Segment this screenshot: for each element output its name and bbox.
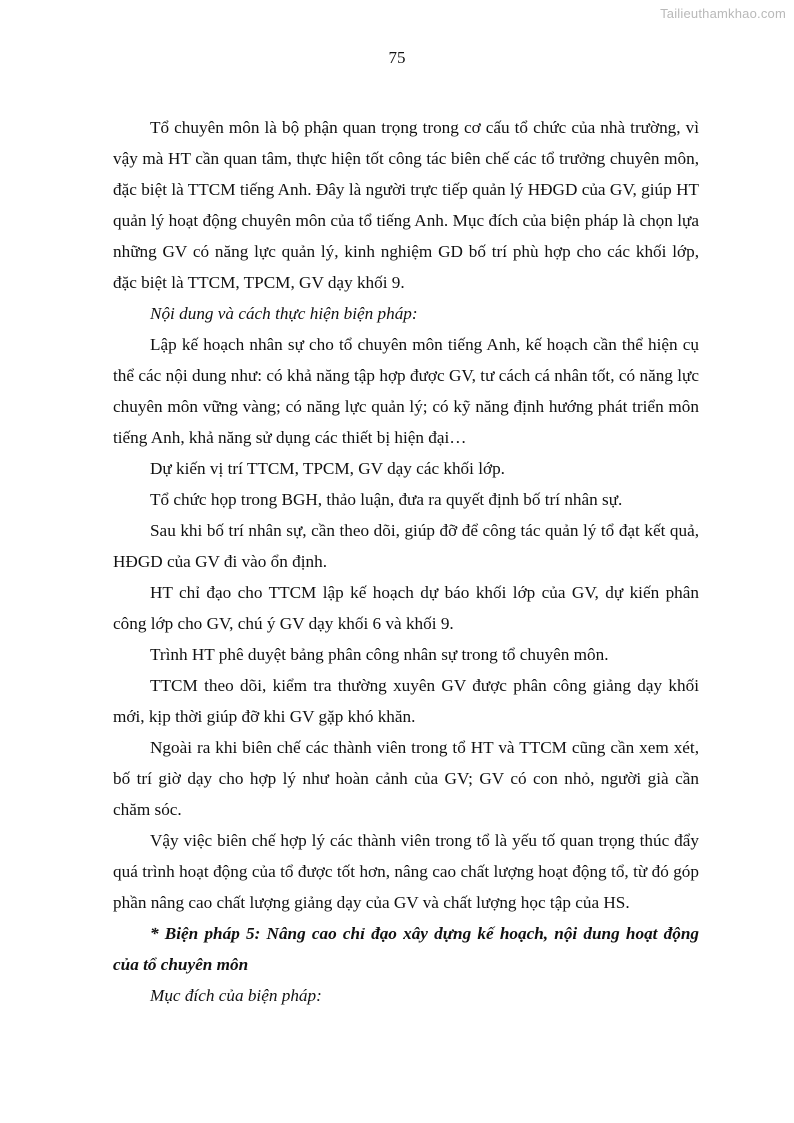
paragraph: Lập kế hoạch nhân sự cho tổ chuyên môn tiếng Anh, kế hoạch cần thể hiện cụ thể các nội dung như: có khả năng tập hợp được GV, tư cách cá nhân tốt, có năng lực chuyên môn vững vàng; có năng lực quản lý; có kỹ năng định hướng phát triển môn tiếng Anh, khả năng sử dụng các thiết bị hiện đại… [113,335,699,447]
paragraph: Trình HT phê duyệt bảng phân công nhân sự trong tổ chuyên môn. [150,645,609,664]
paragraph: TTCM theo dõi, kiểm tra thường xuyên GV được phân công giảng dạy khối mới, kịp thời giúp đỡ khi GV gặp khó khăn. [113,676,699,726]
paragraph: Tổ chức họp trong BGH, thảo luận, đưa ra quyết định bố trí nhân sự. [150,490,623,509]
paragraph: Sau khi bố trí nhân sự, cần theo dõi, giúp đỡ để công tác quản lý tổ đạt kết quả, HĐGD của GV đi vào ổn định. [113,521,699,571]
watermark-text: Tailieuthamkhao.com [660,6,786,21]
paragraph: Dự kiến vị trí TTCM, TPCM, GV dạy các khối lớp. [150,459,505,478]
paragraph: HT chỉ đạo cho TTCM lập kế hoạch dự báo khối lớp của GV, dự kiến phân công lớp cho GV, chú ý GV dạy khối 6 và khối 9. [113,583,699,633]
paragraph: Ngoài ra khi biên chế các thành viên trong tổ HT và TTCM cũng cần xem xét, bố trí giờ dạy cho hợp lý như hoàn cảnh của GV; GV có con nhỏ, người già cần chăm sóc. [113,738,699,819]
section-subheading: Mục đích của biện pháp: [150,986,322,1005]
page-number: 75 [388,48,406,67]
section-heading: * Biện pháp 5: Nâng cao chỉ đạo xây dựng kế hoạch, nội dung hoạt động của tổ chuyên môn [113,924,699,974]
paragraph: Vậy việc biên chế hợp lý các thành viên trong tổ là yếu tố quan trọng thúc đẩy quá trình hoạt động của tổ được tốt hơn, nâng cao chất lượng hoạt động tổ, từ đó góp phần nâng cao chất lượng giảng dạy của GV và chất lượng học tập của HS. [113,831,699,912]
document-body [113,112,699,1011]
paragraph: Tổ chuyên môn là bộ phận quan trọng trong cơ cấu tổ chức của nhà trường, vì vậy mà HT cần quan tâm, thực hiện tốt công tác biên chế các tổ trưởng chuyên môn, đặc biệt là TTCM tiếng Anh. Đây là người trực tiếp quản lý HĐGD của GV, giúp HT quản lý hoạt động chuyên môn của tổ tiếng Anh. Mục đích của biện pháp là chọn lựa những GV có năng lực quản lý, kinh nghiệm GD bố trí phù hợp cho các khối lớp, đặc biệt là TTCM, TPCM, GV dạy khối 9. [113,118,699,292]
section-subheading: Nội dung và cách thực hiện biện pháp: [150,304,418,323]
